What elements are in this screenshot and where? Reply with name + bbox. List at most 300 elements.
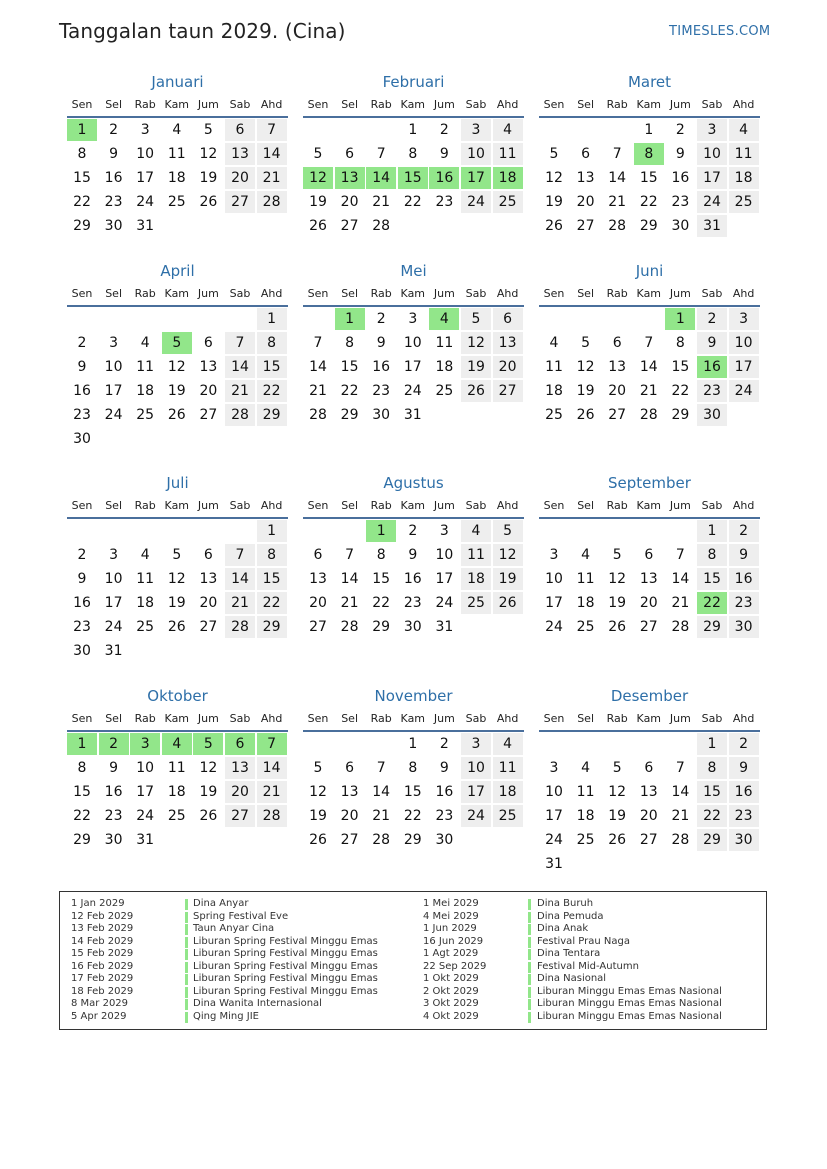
day-cell: 17: [545, 808, 563, 824]
day-cell: 13: [493, 332, 523, 354]
month-divider: [539, 517, 760, 519]
day-cell: 19: [608, 595, 627, 611]
holiday-marker: [528, 1012, 531, 1023]
day-cell: 27: [340, 218, 359, 234]
day-cell: 6: [612, 335, 622, 351]
day-cell: 8: [675, 335, 685, 351]
day-cell: 26: [199, 194, 218, 210]
day-cell: 22: [671, 383, 690, 399]
weekday-header: [539, 712, 760, 726]
day-cell: 25: [167, 194, 186, 210]
holiday-marker: [185, 999, 188, 1010]
day-cell: 17: [435, 571, 454, 587]
weekday-label: Sab: [701, 499, 723, 512]
day-cell: 2: [408, 523, 418, 539]
day-cell: 18: [136, 383, 155, 399]
weekday-label: Sab: [701, 98, 723, 111]
weekday-label: Sab: [465, 287, 487, 300]
weekday-label: Rab: [606, 712, 628, 725]
day-cell: 20: [639, 595, 658, 611]
weekday-label: Ahd: [496, 712, 519, 725]
holiday-name: Dina Nasional: [537, 973, 607, 984]
day-cell: 24: [403, 383, 422, 399]
weekday-header: [67, 98, 288, 112]
day-cell: 14: [366, 167, 396, 189]
day-cell: 21: [372, 808, 391, 824]
day-cell: 30: [729, 616, 759, 638]
weekday-label: Sel: [341, 712, 358, 725]
day-cell: 15: [398, 167, 428, 189]
day-cell: 6: [345, 760, 355, 776]
month-divider: [67, 116, 288, 118]
weekday-label: Sel: [105, 712, 122, 725]
day-cell: 30: [697, 404, 727, 426]
weekday-label: Ahd: [496, 499, 519, 512]
day-cell: 19: [309, 808, 327, 824]
weekday-label: Kam: [400, 499, 426, 512]
day-cell: 9: [697, 332, 727, 354]
day-cell: 27: [199, 407, 218, 423]
day-cell: 5: [203, 122, 213, 138]
day-cell: 12: [493, 544, 523, 566]
weekday-header: [67, 499, 288, 513]
day-cell: 22: [73, 808, 91, 824]
day-cell: 6: [313, 547, 323, 563]
day-cell: 12: [167, 359, 186, 375]
weekday-label: Rab: [370, 712, 392, 725]
month-divider: [303, 517, 524, 519]
holiday-marker: [185, 912, 188, 923]
day-cell: 31: [403, 407, 422, 423]
day-cell: 27: [309, 619, 327, 635]
day-cell: 31: [104, 643, 123, 659]
day-cell: 14: [257, 143, 287, 165]
day-cell: 3: [439, 523, 449, 539]
day-cell: 30: [104, 832, 123, 848]
day-cell: 15: [73, 784, 91, 800]
month-name: Februari: [382, 73, 445, 91]
day-cell: 30: [435, 832, 454, 848]
month-divider: [539, 305, 760, 307]
day-cell: 23: [671, 194, 690, 210]
day-cell: 10: [403, 335, 422, 351]
day-cell: 24: [545, 832, 563, 848]
weekday-label: Sel: [105, 287, 122, 300]
day-cell: 20: [576, 194, 595, 210]
day-cell: 22: [257, 592, 287, 614]
holiday-name: Liburan Spring Festival Minggu Emas: [193, 960, 378, 972]
weekday-label: Sab: [701, 712, 723, 725]
day-cell: 31: [136, 832, 155, 848]
day-cell: 16: [73, 595, 91, 611]
month-name: September: [608, 474, 691, 492]
weekday-label: Sen: [71, 499, 93, 512]
weekday-label: Rab: [134, 499, 156, 512]
day-cell: 17: [461, 781, 491, 803]
day-cell: 17: [729, 356, 759, 378]
holiday-date: 1 Jun 2029: [423, 923, 477, 934]
holiday-list: [59, 891, 767, 1030]
weekday-label: Jum: [197, 287, 219, 300]
day-cell: 3: [408, 311, 418, 327]
day-cell: 26: [309, 832, 327, 848]
day-cell: 16: [697, 356, 727, 378]
holiday-marker: [185, 949, 188, 960]
weekday-label: Ahd: [496, 98, 519, 111]
day-cell: 12: [199, 146, 218, 162]
day-cell: 20: [608, 383, 627, 399]
day-cell: 17: [136, 170, 155, 186]
day-cell: 1: [697, 520, 727, 542]
day-cell: 29: [403, 832, 422, 848]
weekday-header: [539, 287, 760, 301]
day-cell: 5: [612, 760, 622, 776]
day-cell: 11: [493, 143, 523, 165]
weekday-label: Sab: [701, 287, 723, 300]
day-cell: 22: [403, 808, 422, 824]
holiday-marker: [528, 949, 531, 960]
holiday-name: Liburan Spring Festival Minggu Emas: [193, 973, 378, 984]
month-divider: [67, 730, 288, 732]
day-cell: 17: [104, 383, 123, 399]
day-cell: 6: [225, 733, 255, 755]
holiday-name: Liburan Spring Festival Minggu Emas: [193, 948, 378, 959]
day-cell: 3: [549, 547, 559, 563]
day-cell: 22: [697, 592, 727, 614]
day-cell: 28: [372, 218, 391, 234]
day-cell: 14: [225, 356, 255, 378]
day-cell: 9: [109, 760, 119, 776]
weekday-header: [67, 287, 288, 301]
day-cell: 16: [729, 568, 759, 590]
day-cell: 8: [257, 332, 287, 354]
day-cell: 5: [172, 547, 182, 563]
month-name: Juli: [166, 474, 189, 492]
day-cell: 7: [376, 146, 386, 162]
day-cell: 22: [340, 383, 359, 399]
weekday-header: [539, 499, 760, 513]
weekday-label: Ahd: [496, 287, 519, 300]
day-cell: 24: [136, 194, 155, 210]
day-cell: 6: [493, 308, 523, 330]
weekday-label: Rab: [606, 499, 628, 512]
day-cell: 16: [435, 784, 454, 800]
weekday-label: Rab: [134, 287, 156, 300]
day-cell: 21: [639, 383, 658, 399]
day-cell: 10: [136, 760, 155, 776]
holiday-name: Liburan Spring Festival Minggu Emas: [193, 935, 378, 947]
month-name: Desember: [610, 687, 689, 705]
day-cell: 6: [581, 146, 591, 162]
day-cell: 6: [203, 335, 213, 351]
day-cell: 14: [225, 568, 255, 590]
day-cell: 7: [257, 119, 287, 141]
day-cell: 2: [109, 122, 119, 138]
day-cell: 15: [697, 781, 727, 803]
holiday-name: Dina Wanita Internasional: [193, 998, 322, 1009]
day-cell: 11: [136, 359, 155, 375]
month-divider: [539, 116, 760, 118]
holiday-date: 17 Feb 2029: [71, 973, 134, 984]
day-cell: 28: [257, 191, 287, 213]
day-cell: 7: [644, 335, 654, 351]
day-cell: 11: [576, 784, 595, 800]
day-cell: 6: [225, 119, 255, 141]
day-cell: 14: [671, 784, 690, 800]
weekday-label: Kam: [164, 712, 190, 725]
weekday-label: Sen: [71, 287, 93, 300]
day-cell: 14: [639, 359, 658, 375]
day-cell: 8: [77, 146, 87, 162]
day-cell: 5: [493, 520, 523, 542]
holiday-date: 15 Feb 2029: [71, 948, 134, 959]
day-cell: 4: [493, 119, 523, 141]
month-name: Agustus: [383, 474, 444, 492]
weekday-label: Rab: [370, 499, 392, 512]
day-cell: 23: [73, 407, 91, 423]
day-cell: 29: [73, 832, 91, 848]
month-divider: [67, 517, 288, 519]
day-cell: 10: [545, 571, 563, 587]
day-cell: 12: [545, 170, 563, 186]
weekday-label: Kam: [400, 712, 426, 725]
weekday-label: Ahd: [260, 98, 283, 111]
day-cell: 4: [162, 733, 192, 755]
holiday-date: 13 Feb 2029: [71, 923, 134, 934]
day-cell: 24: [461, 191, 491, 213]
day-cell: 26: [167, 619, 186, 635]
day-cell: 21: [257, 781, 287, 803]
day-cell: 13: [309, 571, 327, 587]
day-cell: 7: [612, 146, 622, 162]
day-cell: 21: [608, 194, 627, 210]
day-cell: 11: [167, 146, 186, 162]
holiday-marker: [185, 962, 188, 973]
day-cell: 4: [429, 308, 459, 330]
day-cell: 14: [309, 359, 327, 375]
day-cell: 12: [576, 359, 595, 375]
day-cell: 3: [461, 733, 491, 755]
day-cell: 15: [639, 170, 658, 186]
day-cell: 10: [545, 784, 563, 800]
weekday-label: Sen: [543, 287, 565, 300]
day-cell: 25: [461, 592, 491, 614]
day-cell: 30: [671, 218, 690, 234]
day-cell: 29: [257, 404, 287, 426]
holiday-marker: [528, 937, 531, 948]
month-divider: [67, 305, 288, 307]
day-cell: 18: [576, 595, 595, 611]
day-cell: 19: [461, 356, 491, 378]
weekday-label: Kam: [164, 287, 190, 300]
day-cell: 4: [140, 547, 150, 563]
day-cell: 2: [729, 520, 759, 542]
holiday-date: 3 Okt 2029: [423, 998, 479, 1009]
holiday-date: 22 Sep 2029: [423, 960, 487, 972]
weekday-label: Kam: [636, 98, 662, 111]
page-title: Tanggalan taun 2029. (Cina): [59, 19, 346, 43]
month-divider: [303, 305, 524, 307]
day-cell: 13: [340, 784, 359, 800]
day-cell: 6: [644, 547, 654, 563]
holiday-date: 16 Feb 2029: [71, 960, 134, 972]
day-cell: 24: [104, 407, 123, 423]
holiday-date: 4 Okt 2029: [423, 1010, 479, 1022]
holiday-name: Liburan Spring Festival Minggu Emas: [193, 985, 378, 997]
day-cell: 18: [136, 595, 155, 611]
day-cell: 2: [376, 311, 386, 327]
day-cell: 28: [608, 218, 627, 234]
day-cell: 24: [435, 595, 454, 611]
day-cell: 15: [697, 568, 727, 590]
holiday-name: Dina Anyar: [193, 898, 249, 909]
day-cell: 8: [257, 544, 287, 566]
weekday-label: Sab: [229, 499, 251, 512]
weekday-label: Jum: [433, 499, 455, 512]
day-cell: 28: [225, 616, 255, 638]
weekday-label: Kam: [164, 98, 190, 111]
day-cell: 26: [608, 619, 627, 635]
month-name: November: [374, 687, 453, 705]
day-cell: 6: [345, 146, 355, 162]
holiday-name: Spring Festival Eve: [193, 910, 289, 922]
day-cell: 12: [608, 571, 627, 587]
day-cell: 7: [376, 760, 386, 776]
day-cell: 19: [199, 170, 218, 186]
holiday-marker: [185, 987, 188, 998]
day-cell: 31: [136, 218, 155, 234]
holiday-date: 16 Jun 2029: [423, 935, 484, 947]
day-cell: 30: [372, 407, 391, 423]
day-cell: 13: [225, 143, 255, 165]
day-cell: 13: [199, 359, 218, 375]
brand-link[interactable]: TIMESLES.COM: [669, 24, 771, 39]
weekday-label: Sen: [307, 98, 329, 111]
weekday-label: Kam: [400, 287, 426, 300]
day-cell: 15: [257, 356, 287, 378]
day-cell: 21: [257, 167, 287, 189]
weekday-label: Kam: [636, 287, 662, 300]
day-cell: 25: [729, 191, 759, 213]
day-cell: 26: [461, 380, 491, 402]
day-cell: 28: [639, 407, 658, 423]
holiday-date: 1 Mei 2029: [423, 898, 479, 909]
weekday-label: Sab: [229, 98, 251, 111]
weekday-header: [303, 98, 524, 112]
weekday-label: Sel: [341, 287, 358, 300]
weekday-label: Sab: [465, 499, 487, 512]
day-cell: 20: [493, 356, 523, 378]
day-cell: 11: [729, 143, 759, 165]
day-cell: 10: [461, 143, 491, 165]
holiday-date: 1 Jan 2029: [71, 898, 125, 909]
day-cell: 12: [608, 784, 627, 800]
day-cell: 4: [549, 335, 559, 351]
day-cell: 10: [104, 571, 123, 587]
day-cell: 17: [104, 595, 123, 611]
day-cell: 9: [77, 571, 87, 587]
day-cell: 24: [729, 380, 759, 402]
day-cell: 11: [576, 571, 595, 587]
day-cell: 28: [671, 832, 690, 848]
day-cell: 28: [372, 832, 391, 848]
day-cell: 9: [376, 335, 386, 351]
day-cell: 19: [493, 568, 523, 590]
day-cell: 7: [675, 547, 685, 563]
holiday-date: 14 Feb 2029: [71, 935, 134, 947]
day-cell: 18: [493, 781, 523, 803]
holiday-name: Dina Pemuda: [537, 910, 604, 922]
weekday-label: Rab: [370, 287, 392, 300]
day-cell: 16: [372, 359, 391, 375]
holiday-date: 5 Apr 2029: [71, 1010, 127, 1022]
holiday-marker: [185, 924, 188, 935]
day-cell: 21: [225, 592, 255, 614]
day-cell: 20: [199, 595, 218, 611]
day-cell: 13: [608, 359, 627, 375]
day-cell: 23: [104, 808, 123, 824]
day-cell: 10: [136, 146, 155, 162]
day-cell: 29: [671, 407, 690, 423]
day-cell: 9: [439, 760, 449, 776]
day-cell: 17: [545, 595, 563, 611]
weekday-label: Ahd: [732, 712, 755, 725]
weekday-label: Ahd: [732, 98, 755, 111]
weekday-label: Jum: [669, 712, 691, 725]
day-cell: 17: [136, 784, 155, 800]
weekday-label: Sen: [307, 499, 329, 512]
day-cell: 9: [439, 146, 449, 162]
day-cell: 20: [639, 808, 658, 824]
day-cell: 22: [257, 380, 287, 402]
day-cell: 30: [104, 218, 123, 234]
day-cell: 25: [136, 407, 155, 423]
day-cell: 29: [697, 616, 727, 638]
day-cell: 1: [665, 308, 695, 330]
day-cell: 1: [408, 736, 418, 752]
day-cell: 16: [729, 781, 759, 803]
day-cell: 24: [461, 805, 491, 827]
month-divider: [303, 116, 524, 118]
day-cell: 4: [172, 122, 182, 138]
day-cell: 14: [372, 784, 391, 800]
day-cell: 24: [545, 619, 563, 635]
holiday-name: Dina Buruh: [537, 898, 594, 909]
weekday-label: Kam: [164, 499, 190, 512]
day-cell: 11: [167, 760, 186, 776]
day-cell: 30: [403, 619, 422, 635]
day-cell: 18: [167, 784, 186, 800]
holiday-marker: [185, 1012, 188, 1023]
weekday-label: Sen: [543, 98, 565, 111]
weekday-label: Sel: [577, 98, 594, 111]
day-cell: 10: [435, 547, 454, 563]
day-cell: 5: [612, 547, 622, 563]
day-cell: 13: [639, 571, 658, 587]
day-cell: 29: [340, 407, 359, 423]
day-cell: 2: [99, 733, 129, 755]
day-cell: 10: [461, 757, 491, 779]
day-cell: 8: [408, 760, 418, 776]
day-cell: 26: [608, 832, 627, 848]
day-cell: 7: [675, 760, 685, 776]
day-cell: 12: [167, 571, 186, 587]
weekday-label: Jum: [197, 499, 219, 512]
day-cell: 2: [439, 122, 449, 138]
day-cell: 27: [639, 619, 658, 635]
day-cell: 23: [697, 380, 727, 402]
day-cell: 18: [493, 167, 523, 189]
